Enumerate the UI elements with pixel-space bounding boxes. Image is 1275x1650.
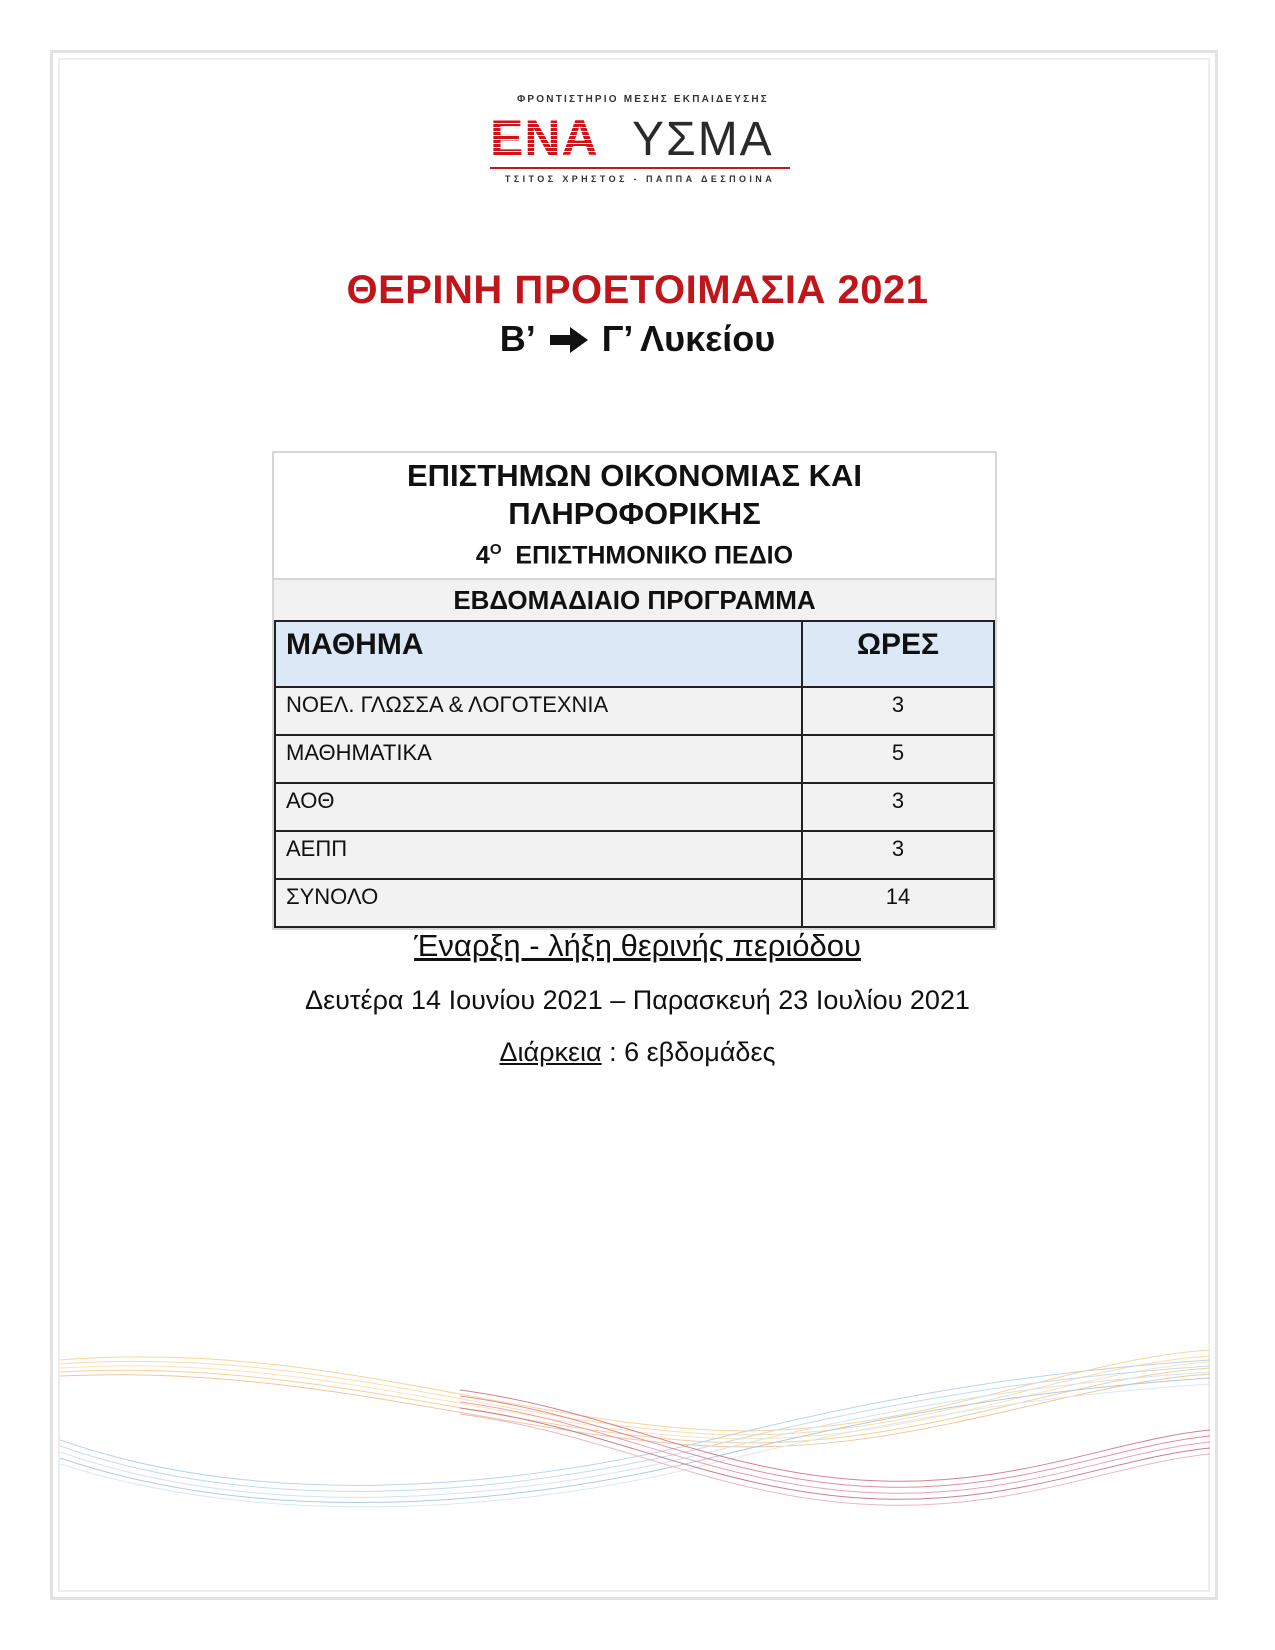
subtitle-from: Β’ [499, 318, 536, 359]
field-number-sup: Ο [489, 541, 502, 558]
hours-cell: 5 [802, 735, 994, 783]
program-header [274, 453, 995, 578]
hours-table [274, 620, 995, 928]
program-box [272, 451, 997, 930]
duration-label: Διάρκεια [499, 1037, 602, 1067]
field-number-value: 4 [475, 541, 490, 570]
table-row [275, 687, 994, 735]
subtitle-to: Γ’ Λυκείου [601, 318, 776, 359]
page-title: ΘΕΡΙΝΗ ΠΡΟΕΤΟΙΜΑΣΙΑ 2021 [346, 268, 929, 312]
logo-owners: ΤΣΙΤΟΣ ΧΡΗΣΤΟΣ - ΠΑΠΠΑ ΔΕΣΠΟΙΝΑ [504, 174, 776, 184]
subject-cell: ΑΕΠΠ [275, 831, 802, 879]
table-row [275, 831, 994, 879]
logo-rule [490, 167, 790, 169]
table-header-row [275, 621, 994, 687]
subject-cell: ΜΑΘΗΜΑΤΙΚΑ [275, 735, 802, 783]
subject-cell: ΝΟΕΛ. ΓΛΩΣΣΑ & ΛΟΓΟΤΕΧΝΙΑ [275, 687, 802, 735]
column-header-hours: ΩΡΕΣ [802, 621, 994, 687]
hours-cell: 3 [802, 831, 994, 879]
logo-brand-red: ΕΝΑ [490, 112, 599, 162]
field-name-line2: ΠΛΗΡΟΦΟΡΙΚΗΣ [508, 496, 761, 531]
subject-cell: ΑΟΘ [275, 783, 802, 831]
period-heading: Έναρξη - λήξη θερινής περιόδου [414, 928, 861, 963]
column-header-subject: ΜΑΘΗΜΑ [275, 621, 802, 687]
logo-tagline: ΦΡΟΝΤΙΣΤΗΡΙΟ ΜΕΣΗΣ ΕΚΠΑΙΔΕΥΣΗΣ [517, 94, 769, 105]
hours-cell: 3 [802, 687, 994, 735]
page-subtitle [0, 318, 1275, 362]
duration-value: : 6 εβδομάδες [601, 1037, 776, 1067]
subject-cell: ΣΥΝΟΛΟ [275, 879, 802, 927]
period-duration [0, 1037, 1275, 1068]
hours-cell: 14 [802, 879, 994, 927]
logo-brand-rest: ΥΣΜΑ [632, 113, 774, 162]
table-row-total [275, 879, 994, 927]
field-number-label: ΕΠΙΣΤΗΜΟΝΙΚΟ ΠΕΔΙΟ [515, 541, 794, 570]
brand-logo [480, 94, 800, 194]
table-row [275, 783, 994, 831]
table-row [275, 735, 994, 783]
hours-cell: 3 [802, 783, 994, 831]
field-name-line1: ΕΠΙΣΤΗΜΩΝ ΟΙΚΟΝΟΜΙΑΣ ΚΑΙ [406, 458, 862, 493]
right-arrow-icon [550, 320, 588, 362]
logo-wordmark [490, 112, 790, 162]
decorative-waves [60, 1350, 1210, 1530]
field-number [274, 533, 995, 572]
period-dates: Δευτέρα 14 Ιουνίου 2021 – Παρασκευή 23 Ιουλίου 2021 [305, 985, 970, 1015]
weekly-program-title: ΕΒΔΟΜΑΔΙΑΙΟ ΠΡΟΓΡΑΜΜΑ [274, 578, 995, 620]
